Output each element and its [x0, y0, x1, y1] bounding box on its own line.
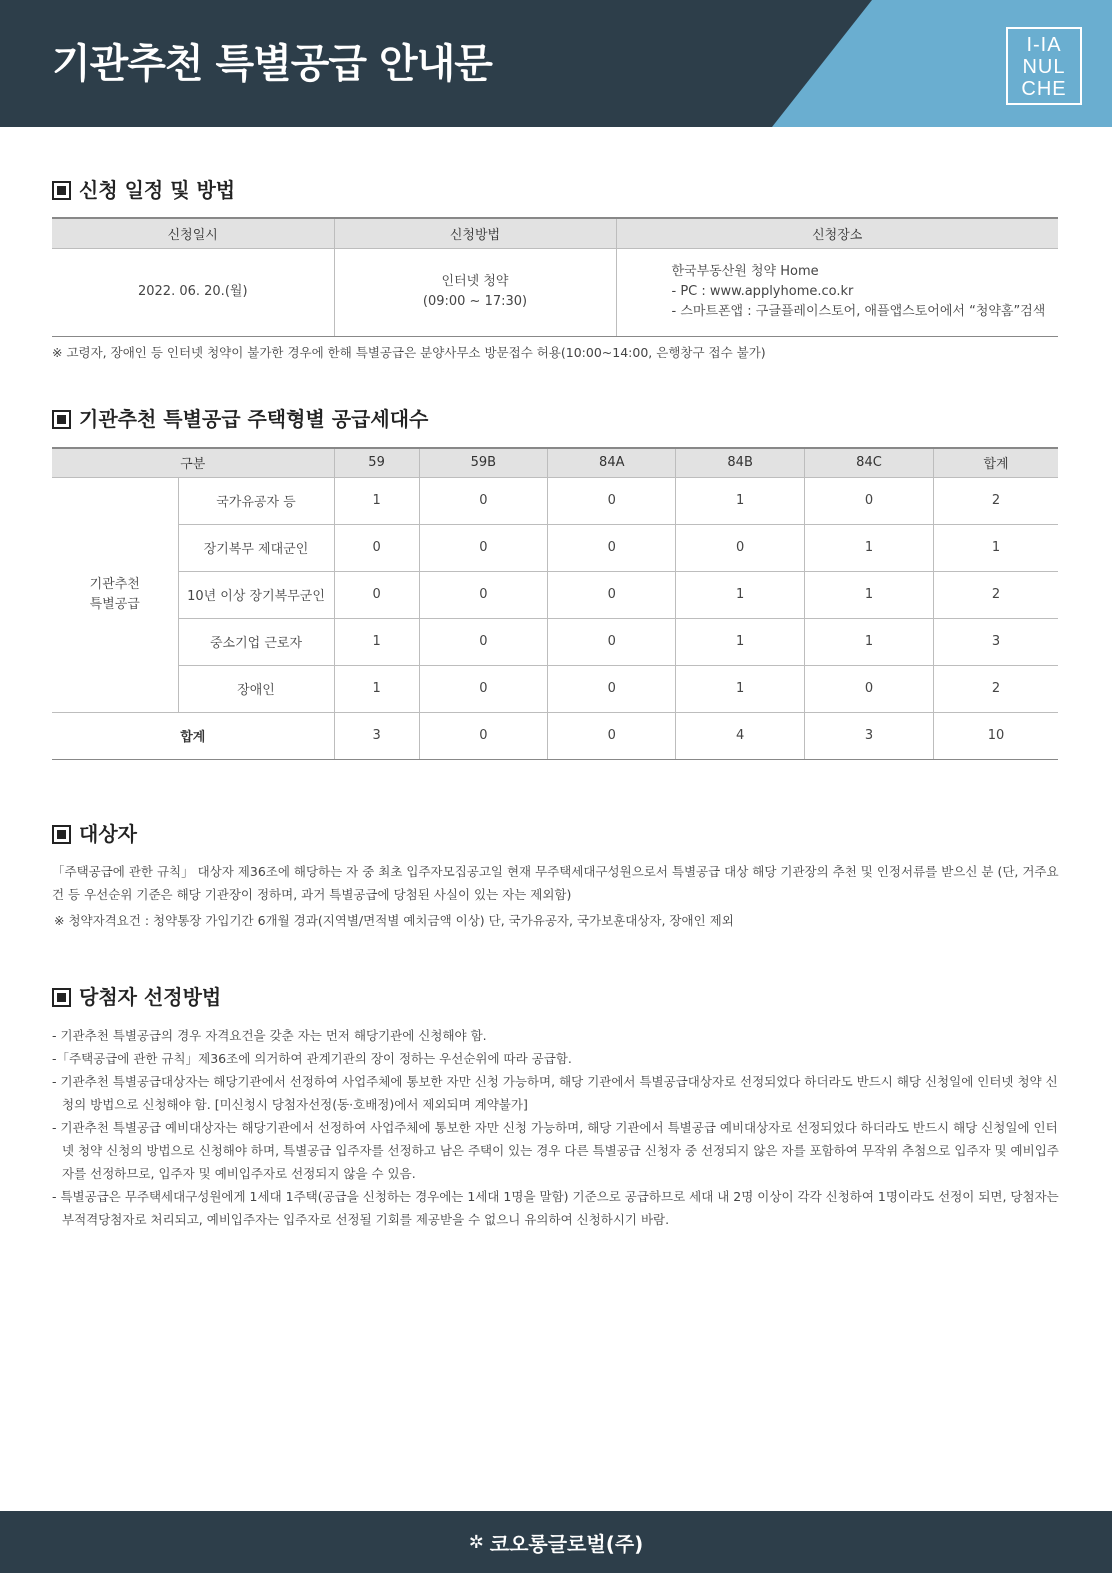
- total-value: 3: [804, 712, 933, 759]
- row-label: 10년 이상 장기복무군인: [178, 571, 334, 618]
- cell-value: 1: [334, 618, 419, 665]
- cell-value: 0: [419, 477, 547, 524]
- table-total-row: [52, 712, 1058, 759]
- cell-value: 0: [804, 665, 933, 712]
- row-label: 국가유공자 등: [178, 477, 334, 524]
- page-header: [0, 0, 1112, 127]
- total-value: 0: [419, 712, 547, 759]
- logo-line-2: NUL: [1022, 56, 1066, 78]
- cell-value: 1: [804, 524, 933, 571]
- page-footer: [0, 1511, 1112, 1573]
- table-header-row: [52, 448, 1058, 477]
- total-value: 4: [676, 712, 804, 759]
- cell-value: 1: [334, 477, 419, 524]
- section-title-text: 신청 일정 및 방법: [79, 178, 236, 202]
- row-label: 중소기업 근로자: [178, 618, 334, 665]
- header-cell: 84C: [804, 448, 933, 477]
- place-line: - PC : www.applyhome.co.kr: [671, 284, 854, 299]
- supply-table: [52, 447, 1058, 760]
- eligibility-body: 「주택공급에 관한 규칙」 대상자 제36조에 해당하는 자 중 최초 입주자모집공고일 현재 무주택세대구성원으로서 특별공급 대상 해당 기관장의 추천 및 인정서류를 받으신 분 (단, 거주요건 등 우선순위 기준은 해당 기관장이 정하며, 과거 특별공급에 당첨된 사실이 있는 자는 제외함): [52, 864, 1059, 902]
- header-cell: 구분: [52, 448, 334, 477]
- header-cell: 59: [334, 448, 419, 477]
- company-name: 코오롱글로벌(주): [489, 1531, 644, 1556]
- cell-value: 0: [334, 571, 419, 618]
- cell-value: 0: [676, 524, 804, 571]
- cell-value: 1: [676, 571, 804, 618]
- cell-value: 1: [334, 665, 419, 712]
- square-bullet-icon: [52, 988, 71, 1007]
- header-cell: 신청장소: [616, 218, 1058, 248]
- section-title-eligibility: [52, 824, 137, 844]
- header-cell: 59B: [419, 448, 547, 477]
- total-value: 10: [934, 712, 1058, 759]
- cell-value: 0: [419, 524, 547, 571]
- application-date: 2022. 06. 20.(월): [52, 248, 334, 336]
- table-row: [52, 618, 1058, 665]
- cell-value: 0: [334, 524, 419, 571]
- section-title-schedule: [52, 180, 235, 200]
- cell-value: 0: [548, 618, 676, 665]
- header-cell: 신청일시: [52, 218, 334, 248]
- cell-value: 2: [934, 665, 1058, 712]
- method-line: (09:00 ~ 17:30): [422, 294, 528, 309]
- cell-value: 0: [548, 571, 676, 618]
- table-row: [52, 477, 1058, 524]
- cell-value: 1: [676, 665, 804, 712]
- schedule-note: ※ 고령자, 장애인 등 인터넷 청약이 불가한 경우에 한해 특별공급은 분양사무소 방문접수 허용(10:00~14:00, 은행창구 접수 불가): [52, 345, 766, 360]
- group-label: 기관추천 특별공급: [52, 477, 178, 712]
- cell-value: 0: [419, 665, 547, 712]
- list-item: -「주택공급에 관한 규칙」제36조에 의거하여 관계기관의 장이 정하는 우선순위에 따라 공급함.: [52, 1051, 572, 1066]
- selection-list: [52, 1024, 1062, 1231]
- company-mark-icon: ✲: [468, 1531, 484, 1553]
- total-value: 0: [548, 712, 676, 759]
- list-item: - 특별공급은 무주택세대구성원에게 1세대 1주택(공급을 신청하는 경우에는 1세대 1명을 말함) 기준으로 공급하므로 세대 내 2명 이상이 각각 신청하여 1명이라도 선정이 되면, 당첨자는 부적격당첨자로 처리되고, 예비입주자는 입주자로 선정될 기회를 제공받을 수 없으니 유의하여 신청하시기 바람.: [52, 1189, 1059, 1227]
- table-row: [52, 524, 1058, 571]
- logo-line-3: CHE: [1021, 78, 1067, 100]
- header-cell: 84B: [676, 448, 804, 477]
- application-place: [616, 248, 1058, 336]
- table-header-row: [52, 218, 1058, 248]
- cell-value: 0: [419, 571, 547, 618]
- cell-value: 1: [934, 524, 1058, 571]
- table-row: [52, 665, 1058, 712]
- square-bullet-icon: [52, 410, 71, 429]
- place-line: - 스마트폰앱 : 구글플레이스토어, 애플앱스토어에서 “청약홈”검색: [671, 304, 1046, 319]
- cell-value: 2: [934, 571, 1058, 618]
- cell-value: 3: [934, 618, 1058, 665]
- schedule-table: [52, 217, 1058, 337]
- application-method: [334, 248, 616, 336]
- cell-value: 1: [676, 618, 804, 665]
- total-value: 3: [334, 712, 419, 759]
- header-cell: 84A: [548, 448, 676, 477]
- square-bullet-icon: [52, 181, 71, 200]
- page-title: 기관추천 특별공급 안내문: [52, 41, 492, 87]
- logo-line-1: I-IA: [1026, 34, 1062, 56]
- list-item: - 기관추천 특별공급의 경우 자격요건을 갖춘 자는 먼저 해당기관에 신청해야 함.: [52, 1028, 487, 1043]
- place-line: 한국부동산원 청약 Home: [671, 264, 819, 279]
- header-cell: 합계: [934, 448, 1058, 477]
- cell-value: 0: [548, 524, 676, 571]
- cell-value: 0: [548, 477, 676, 524]
- cell-value: 0: [419, 618, 547, 665]
- list-item: - 기관추천 특별공급 예비대상자는 해당기관에서 선정하여 사업주체에 통보한 자만 신청 가능하며, 해당 기관에서 특별공급 예비대상자로 선정되었다 하더라도 반드시 해당 신청일에 인터넷 청약 신청의 방법으로 신청해야 하며, 특별공급 입주자를 선정하고 남은 주택이 있는 경우 다른 특별공급 신청자 중 선정되지 않은 자를 포함하여 무작위 추첨으로 입주자 및 예비입주자를 선정하므로, 입주자 및 예비입주자로 선정되지 않을 수 있음.: [52, 1120, 1059, 1181]
- method-line: 인터넷 청약: [441, 274, 509, 289]
- brand-logo: [1006, 27, 1082, 105]
- cell-value: 0: [548, 665, 676, 712]
- total-label: 합계: [52, 712, 334, 759]
- row-label: 장기복무 제대군인: [178, 524, 334, 571]
- list-item: - 기관추천 특별공급대상자는 해당기관에서 선정하여 사업주체에 통보한 자만 신청 가능하며, 해당 기관에서 특별공급대상자로 선정되었다 하더라도 반드시 해당 신청일에 인터넷 청약 신청의 방법으로 신청해야 함. [미신청시 당첨자선정(동·호배정)에서 제외되며 계약불가]: [52, 1074, 1058, 1112]
- eligibility-note: ※ 청약자격요건 : 청약통장 가입기간 6개월 경과(지역별/면적별 예치금액 이상) 단, 국가유공자, 국가보훈대상자, 장애인 제외: [54, 913, 734, 928]
- section-title-selection: [52, 987, 221, 1007]
- row-label: 장애인: [178, 665, 334, 712]
- section-title-text: 당첨자 선정방법: [79, 985, 222, 1009]
- section-title-supply: [52, 409, 428, 429]
- square-bullet-icon: [52, 825, 71, 844]
- cell-value: 2: [934, 477, 1058, 524]
- cell-value: 1: [804, 618, 933, 665]
- table-row: [52, 248, 1058, 336]
- cell-value: 0: [804, 477, 933, 524]
- cell-value: 1: [676, 477, 804, 524]
- section-title-text: 대상자: [79, 822, 137, 846]
- header-cell: 신청방법: [334, 218, 616, 248]
- table-row: [52, 571, 1058, 618]
- section-title-text: 기관추천 특별공급 주택형별 공급세대수: [79, 407, 429, 431]
- cell-value: 1: [804, 571, 933, 618]
